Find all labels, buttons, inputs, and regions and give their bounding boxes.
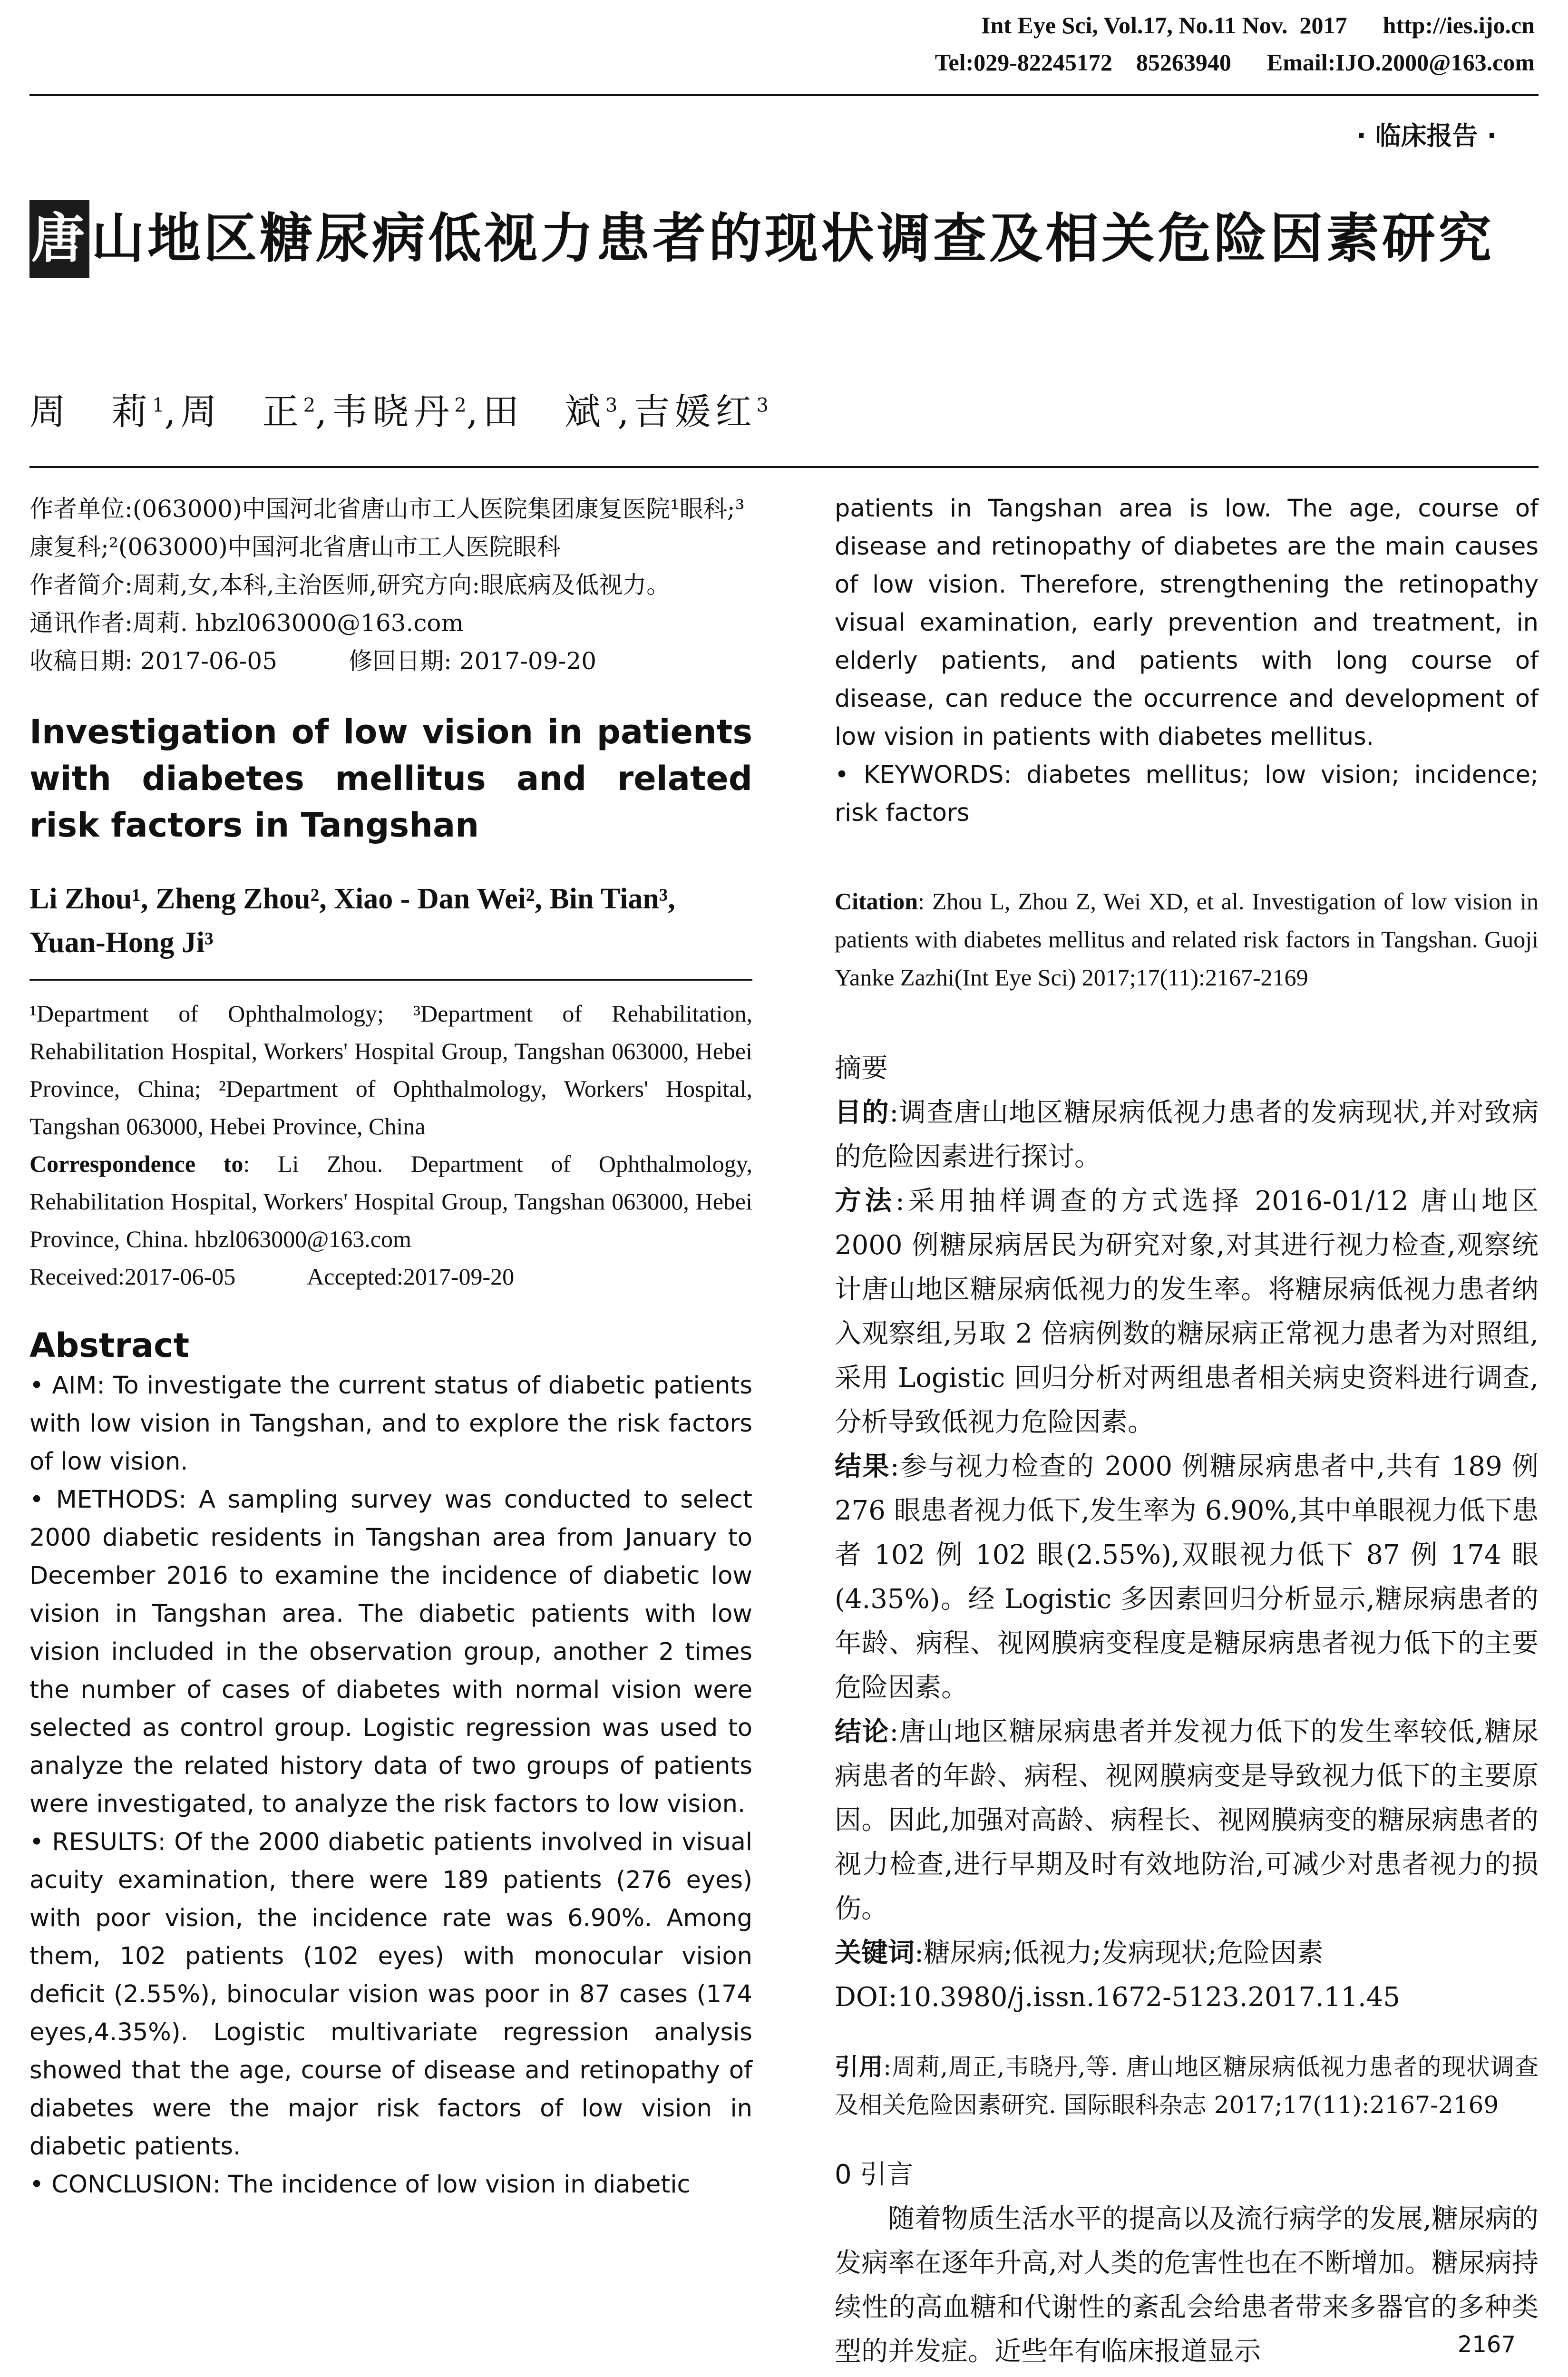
cn-results [835,1444,1539,1710]
affiliation-en: ¹Department of Ophthalmology; ³Department of Rehabilitation, Rehabilitation Hospital, Workers' Hospital Group, Tangshan 063000, Hebei Province, China; ²Department of Ophthalmology, Workers' Hospital, Tangshan 063000, Hebei Province, China [29,1000,752,1140]
cn-keywords-text: :糖尿病;低视力;发病现状;危险因素 [915,1938,1324,1968]
journal-header [821,7,1535,81]
author-5: 吉媛红$^3$ [633,390,769,433]
title-rest: 山地区糖尿病低视力患者的现状调查及相关危险因素研究 [91,208,1494,270]
cn-methods-label: 方法 [835,1186,896,1217]
author-4: 田 斌$^3$, [482,390,634,433]
english-authors: Li Zhou¹, Zheng Zhou², Xiao - Dan Wei², Bin Tian³, Yuan-Hong Ji³ [29,883,675,959]
correspondence-cn: 通讯作者:周莉. hbzl063000@163.com [29,609,464,637]
correspondence-en [29,1145,752,1258]
english-title: Investigation of low vision in patients with diabetes mellitus and related risk factors in Tangshan [29,712,752,845]
abstract-conclusion-start: • CONCLUSION: The incidence of low vision in diabetic [29,2171,691,2199]
author-2: 周 正$^2$, [180,390,332,433]
intro-heading: 0 引言 [835,2159,914,2190]
cn-citation-text: :周莉,周正,韦晓丹,等. 唐山地区糖尿病低视力患者的现状调查及相关危险因素研究. 国际眼科杂志 2017;17(11):2167-2169 [835,2053,1539,2119]
correspondence-label: Correspondence to [29,1150,243,1177]
author-1: 周 莉$^1$, [29,390,181,433]
intro-text: 随着物质生活水平的提高以及流行病学的发展,糖尿病的发病率在逐年升高,对人类的危害性也在不断增加。糖尿病持续性的高血糖和代谢性的紊乱会给患者带来多器官的多种类型的并发症。近些年有临床报道显示 [835,2203,1539,2367]
page-number: 2167 [1457,2331,1516,2358]
header-line-2 [821,44,1535,81]
cn-aim-label: 目的 [835,1097,890,1128]
title-first-char: 唐 [29,200,89,278]
header-email[interactable]: Email:IJO.2000@163.com [1266,49,1535,76]
cn-keywords [835,1931,1539,1975]
cn-methods [835,1179,1539,1444]
cn-citation [835,2048,1539,2124]
doi: DOI:10.3980/j.issn.1672-5123.2017.11.45 [835,1982,1401,2013]
cn-methods-text: :采用抽样调查的方式选择 2016-01/12 唐山地区 2000 例糖尿病居民为研究对象,对其进行视力检查,观察统计唐山地区糖尿病低视力的发生率。将糖尿病低视力患者纳入观察组,另取 2 倍病例数的糖尿病正常视力患者为对照组,采用 Logistic 回归分析对两组患者相关病史资料进行调查,分析导致低视力危险因素。 [835,1186,1539,1438]
article-title [29,200,1532,278]
abstract-conclusion-cont: patients in Tangshan area is low. The age, course of disease and retinopathy of diabetes are the main causes of low vision. Therefore, strengthening the retinopathy visual examination, early prevention and treatment, in elderly patients, and patients with long course of disease, can reduce the occurrence and development of low vision in patients with diabetes mellitus. [835,495,1539,751]
authors-rule [29,466,1539,468]
correspondence-text: : Li Zhou. Department of Ophthalmology, Rehabilitation Hospital, Workers' Hospital Group, Tangshan 063000, Hebei Province, China. hbzl063000@163.com [29,1150,752,1252]
header-rule [29,94,1539,96]
abstract-keywords: • KEYWORDS: diabetes mellitus; low vision; incidence; risk factors [835,761,1539,827]
header-journal-info: Int Eye Sci, Vol.17, No.11 Nov. 2017 [981,12,1347,39]
author-bio-cn: 作者简介:周莉,女,本科,主治医师,研究方向:眼底病及低视力。 [29,571,671,599]
cn-conclusion [835,1710,1539,1931]
citation-en [835,882,1539,996]
header-line-1 [821,7,1535,44]
abstract-heading: Abstract [29,1326,190,1365]
citation-label: Citation [835,888,918,915]
header-tel: Tel:029-82245172 85263940 [935,49,1231,76]
abstract-aim: • AIM: To investigate the current status of diabetic patients with low vision in Tangshan, and to explore the risk factors of low vision. [29,1372,752,1476]
left-column [29,490,752,2204]
right-column [835,490,1539,2374]
citation-text: : Zhou L, Zhou Z, Wei XD, et al. Investigation of low vision in patients with diabetes mellitus and related risk factors in Tangshan. Guoji Yanke Zazhi(Int Eye Sci) 2017;17(11):2167-2169 [835,888,1539,991]
cn-aim-text: :调查唐山地区糖尿病低视力患者的发病现状,并对致病的危险因素进行探讨。 [835,1097,1539,1172]
affiliation-cn: 作者单位:(063000)中国河北省唐山市工人医院集团康复医院¹眼科;³康复科;²(063000)中国河北省唐山市工人医院眼科 [29,495,745,561]
cn-aim [835,1091,1539,1179]
cn-conclusion-label: 结论 [835,1716,890,1747]
cn-results-label: 结果 [835,1451,890,1482]
zhaiyao-heading: 摘要 [835,1053,888,1084]
header-url[interactable]: http://ies.ijo.cn [1383,12,1535,39]
authors-cn [29,383,769,435]
author-3: 韦晓丹$^2$, [331,390,483,433]
abstract-methods: • METHODS: A sampling survey was conducted to select 2000 diabetic residents in Tangshan area from January to December 2016 to examine the incidence of diabetic low vision in Tangshan area. The diabetic patients with low vision included in the observation group, another 2 times the number of cases of diabetes with normal vision were selected as control group. Logistic regression was used to analyze the related history data of two groups of patients were investigated, to analyze the risk factors to low vision. [29,1486,752,1818]
received-dates: Received:2017-06-05 Accepted:2017-09-20 [29,1263,515,1290]
cn-conclusion-text: :唐山地区糖尿病患者并发视力低下的发生率较低,糖尿病患者的年龄、病程、视网膜病变是导致视力低下的主要原因。因此,加强对高龄、病程长、视网膜病变的糖尿病患者的视力检查,进行早期及时有效地防治,可减少对患者视力的损伤。 [835,1716,1539,1924]
section-tag: · 临床报告 · [1356,121,1497,151]
abstract-results: • RESULTS: Of the 2000 diabetic patients involved in visual acuity examination, there were 189 patients (276 eyes) with poor vision, the incidence rate was 6.90%. Among them, 102 patients (102 eyes) with monocular vision deficit (2.55%), binocular vision was poor in 87 cases (174 eyes,4.35%). Logistic multivariate regression analysis showed that the age, course of disease and retinopathy of diabetes were the major risk factors of low vision in diabetic patients. [29,1828,752,2161]
dates-cn: 收稿日期: 2017-06-05 修回日期: 2017-09-20 [29,647,597,675]
cn-keywords-label: 关键词 [835,1938,915,1968]
cn-citation-label: 引用 [835,2053,884,2081]
cn-results-text: :参与视力检查的 2000 例糖尿病患者中,共有 189 例 276 眼患者视力低下,发生率为 6.90%,其中单眼视力低下患者 102 例 102 眼(2.55%),双眼视力低下 87 例 174 眼(4.35%)。经 Logistic 多因素回归分析显示,糖尿病患者的年龄、病程、视网膜病变程度是糖尿病患者视力低下的主要危险因素。 [835,1451,1539,1703]
